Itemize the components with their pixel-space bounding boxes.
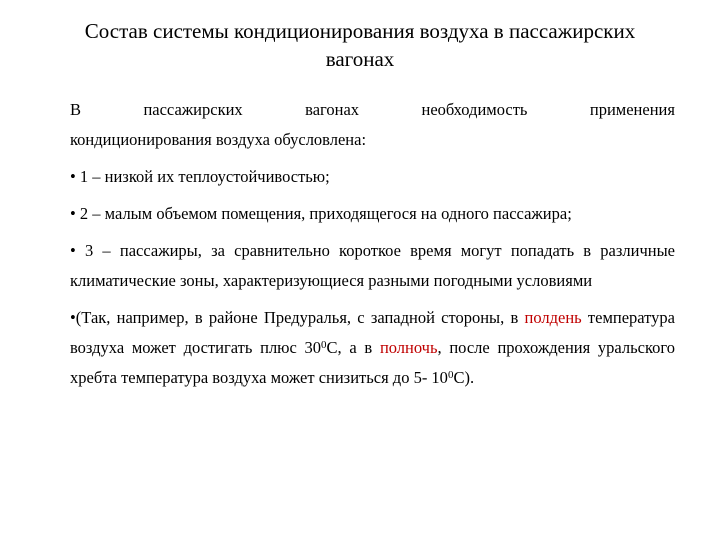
- title-line-2: вагонах: [325, 47, 395, 71]
- example-text-1: •(Так, например, в районе Предуралья, с западной стороны, в: [70, 308, 525, 327]
- example-text-4: , после прохождения уральского хребта температура воздуха может снизиться до 5- 10: [70, 338, 675, 387]
- list-item-3: • 3 – пассажиры, за сравнительно короткое время могут попадать в различные климатические зоны, характеризующиеся разными погодными условиями: [70, 241, 675, 290]
- example-paragraph: [70, 303, 675, 393]
- intro-word: необходимость: [421, 100, 528, 119]
- intro-word: пассажирских: [143, 100, 243, 119]
- example-text-2: температура воздуха может достигать плюс 30: [70, 308, 675, 357]
- intro-word: вагонах: [305, 100, 360, 119]
- slide-title: [20, 17, 700, 73]
- degree-superscript: 0: [447, 369, 454, 381]
- list-item-1: • 1 – низкой их теплоустойчивостью;: [70, 167, 330, 186]
- example-text-3: С, а в: [326, 338, 380, 357]
- list-item-2: • 2 – малым объемом помещения, приходящегося на одного пассажира;: [70, 204, 572, 223]
- intro-line-1: [70, 95, 675, 125]
- example-text-5: С).: [453, 368, 475, 387]
- midnight-highlight: полночь: [379, 338, 438, 357]
- degree-superscript: 0: [321, 339, 327, 351]
- title-line-1: Состав системы кондиционирования воздуха в пассажирских: [84, 19, 636, 43]
- intro-line-2: кондиционирования воздуха обусловлена:: [70, 130, 367, 149]
- intro-word: В: [70, 100, 82, 119]
- slide-body: [70, 95, 675, 393]
- intro-word: применения: [589, 100, 675, 119]
- noon-highlight: полдень: [524, 308, 582, 327]
